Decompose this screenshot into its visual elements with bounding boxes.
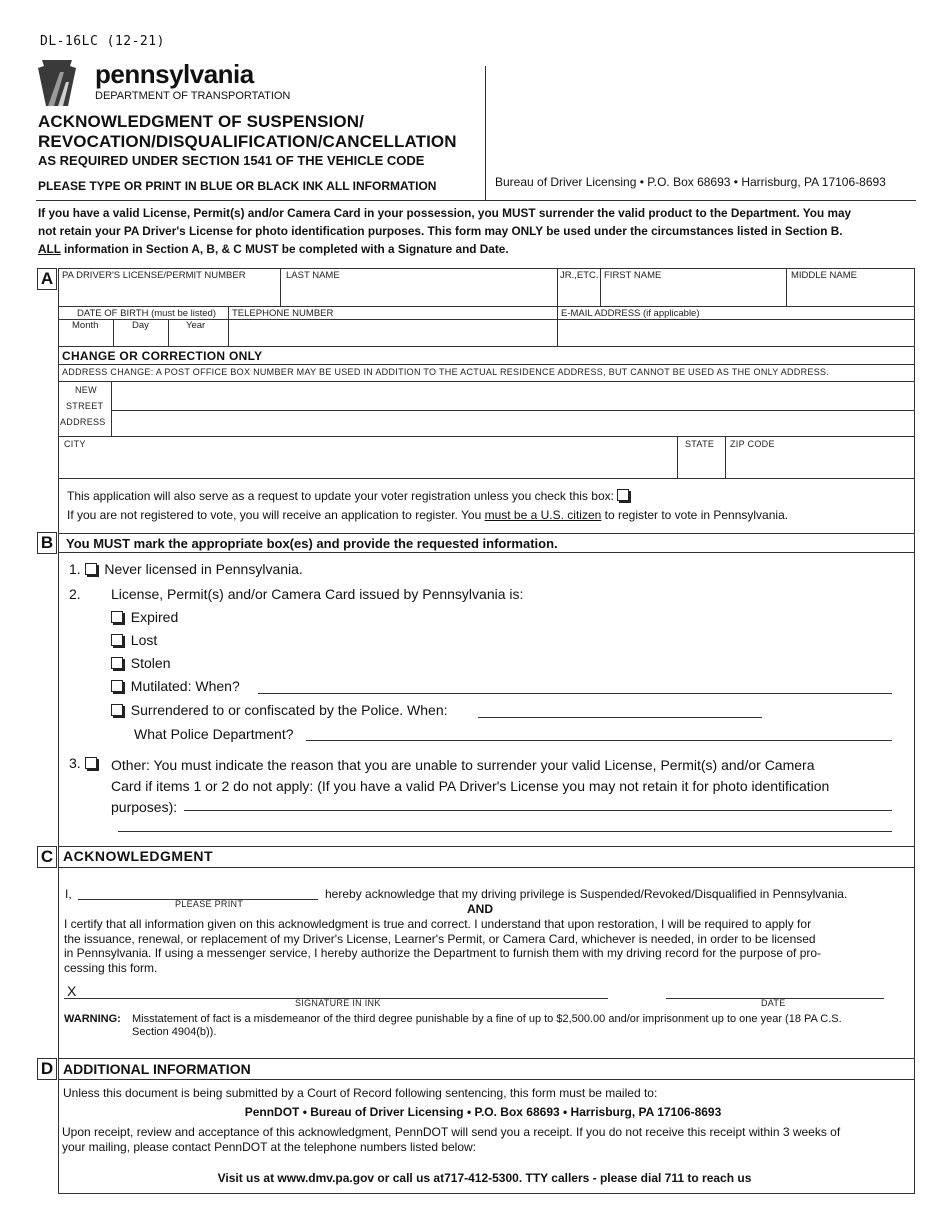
section-d-title: ADDITIONAL INFORMATION (63, 1061, 251, 1077)
acknowledge-text: hereby acknowledge that my driving privilege is Suspended/Revoked/Disqualified in Pennsylvania. (325, 887, 848, 901)
item-3-number: 3. (69, 755, 81, 771)
expired-label: Expired (130, 609, 179, 625)
certify-line-1: I certify that all information given on this acknowledgment is true and correct. I understand that upon restoration, I will be required to apply for (64, 917, 812, 931)
item-1-number: 1. (69, 561, 81, 577)
intro-line-3 (38, 240, 918, 258)
title-line-2: REVOCATION/DISQUALIFICATION/CANCELLATION (38, 132, 457, 151)
receipt-line-1: Upon receipt, review and acceptance of this acknowledgment, PennDOT will send you a receipt. If you do not receive this receipt within 3 weeks of (62, 1125, 841, 1139)
item-3-text (111, 755, 829, 818)
address-label: ADDRESS (60, 417, 106, 427)
mutilated-checkbox[interactable] (111, 680, 123, 692)
item-1 (69, 561, 303, 577)
divider (58, 1058, 915, 1059)
title-line-1: ACKNOWLEDGMENT OF SUSPENSION/ (38, 112, 364, 131)
receipt-line-2: your mailing, please contact PennDOT at the telephone numbers listed below: (62, 1140, 477, 1154)
state-input[interactable] (680, 452, 723, 476)
surrendered-label: Surrendered to or confiscated by the Police. When: (130, 702, 448, 718)
lost-label: Lost (130, 632, 158, 648)
surrendered-when-input[interactable] (478, 717, 762, 718)
option-mutilated (111, 678, 240, 694)
jr-etc-input[interactable] (560, 284, 598, 304)
pennsylvania-keystone-logo-icon (38, 58, 76, 108)
first-name-input[interactable] (604, 284, 784, 304)
stolen-label: Stolen (130, 655, 171, 671)
item-1-text: Never licensed in Pennsylvania. (104, 561, 303, 577)
intro-line-1: If you have a valid License, Permit(s) and/or Camera Card in your possession, you MUST surrender the valid product to the Department. You may (38, 206, 852, 220)
divider (111, 381, 112, 436)
state-label: STATE (685, 439, 715, 449)
item-2-number: 2. (69, 586, 81, 602)
certify-line-2: the issuance, renewal, or replacement of my Driver's License, Learner's Permit, or Camera Card, whichever is needed, in order to be licensed (64, 931, 816, 946)
divider (58, 846, 915, 847)
license-number-input[interactable] (62, 284, 278, 304)
intro-line-2: not retain your PA Driver's License for photo identification purposes. This form may ONLY be used under the circumstances listed in Section B. (38, 224, 843, 238)
form-code: DL-16LC (12-21) (40, 34, 165, 49)
certify-line-4: cessing this form. (64, 960, 158, 975)
item-2-text: License, Permit(s) and/or Camera Card issued by Pennsylvania is: (111, 586, 524, 602)
other-reason-input-1[interactable] (184, 810, 892, 811)
logo-name: pennsylvania (95, 59, 254, 89)
item-3-lead (69, 755, 97, 771)
form-title (38, 112, 457, 152)
other-checkbox[interactable] (85, 757, 97, 769)
divider (557, 268, 558, 346)
last-name-input[interactable] (284, 284, 554, 304)
mail-instruction: Unless this document is being submitted by a Court of Record following sentencing, this form must be mailed to: (63, 1086, 658, 1100)
section-c-letter: C (37, 846, 57, 868)
mail-address: PennDOT • Bureau of Driver Licensing • P.O. Box 68693 • Harrisburg, PA 17106-8693 (244, 1105, 722, 1119)
signature-label: SIGNATURE IN INK (295, 998, 381, 1008)
option-expired (111, 609, 178, 625)
dob-month-input[interactable] (60, 332, 112, 345)
jr-etc-label: JR.,ETC. (560, 270, 599, 281)
divider (228, 306, 229, 346)
lost-checkbox[interactable] (111, 634, 123, 646)
logo-department: DEPARTMENT OF TRANSPORTATION (95, 90, 291, 102)
divider (168, 319, 169, 346)
divider (58, 478, 915, 479)
divider (58, 436, 915, 437)
divider (58, 364, 915, 365)
item-3-line-3: purposes): (111, 799, 178, 815)
ink-instruction: PLEASE TYPE OR PRINT IN BLUE OR BLACK INK ALL INFORMATION (38, 179, 437, 193)
change-correction-title: CHANGE OR CORRECTION ONLY (62, 349, 263, 363)
citizen-requirement: must be a U.S. citizen (484, 508, 602, 522)
divider (786, 268, 787, 306)
divider (600, 268, 601, 306)
city-input[interactable] (62, 452, 674, 476)
divider (58, 381, 915, 382)
item-3-line-1: Other: You must indicate the reason that you are unable to surrender your valid License, Permit(s) and/or Camera (111, 757, 815, 773)
option-stolen (111, 655, 170, 671)
divider (58, 1079, 915, 1080)
license-number-label: PA DRIVER'S LICENSE/PERMIT NUMBER (62, 270, 246, 281)
warning-label: WARNING: (64, 1013, 121, 1025)
bureau-address: Bureau of Driver Licensing • P.O. Box 68693 • Harrisburg, PA 17106-8693 (495, 175, 886, 189)
expired-checkbox[interactable] (111, 611, 123, 623)
contact-info: Visit us at www.dmv.pa.gov or call us at717-412-5300. TTY callers - please dial 711 to reach us (217, 1171, 752, 1185)
middle-name-label: MIDDLE NAME (791, 270, 857, 281)
item-3-line-2: Card if items 1 or 2 do not apply: (If you have a valid PA Driver's License you may not retain it for photo identification (111, 778, 830, 794)
divider (228, 319, 915, 320)
zip-code-label: ZIP CODE (730, 439, 775, 449)
middle-name-input[interactable] (790, 284, 912, 304)
month-label: Month (72, 320, 99, 331)
voter-registration-text (67, 489, 629, 503)
voter-line-1: This application will also serve as a request to update your voter registration unless you check this box: (67, 489, 614, 503)
new-label: NEW (75, 385, 97, 395)
signature-x-mark: X (67, 983, 77, 999)
divider (677, 436, 678, 478)
section-a-letter: A (37, 268, 57, 290)
street-address-line-1-input[interactable] (114, 383, 912, 408)
street-address-line-2-input[interactable] (114, 412, 912, 435)
email-input[interactable] (559, 321, 913, 345)
receipt-text (62, 1125, 910, 1155)
voter-registration-note (67, 508, 788, 522)
divider (725, 436, 726, 478)
street-label: STREET (66, 401, 104, 411)
police-department-input[interactable] (306, 740, 892, 741)
city-label: CITY (64, 439, 86, 449)
header-rule (36, 200, 916, 201)
voter-line-2a: If you are not registered to vote, you will receive an application to register. You (67, 508, 485, 522)
first-name-label: FIRST NAME (604, 270, 662, 281)
certify-line-3: in Pennsylvania. If using a messenger service, I hereby authorize the Department to furnish them with my driving record for the purpose of pro- (64, 946, 822, 960)
divider (58, 533, 915, 534)
warning-line-2: Section 4904(b)). (132, 1026, 217, 1038)
dob-label: DATE OF BIRTH (must be listed) (77, 308, 217, 319)
dob-year-input[interactable] (170, 332, 226, 345)
and-text: AND (467, 902, 493, 916)
intro-line-3-rest: information in Section A, B, & C MUST be completed with a Signature and Date. (60, 242, 509, 256)
day-label: Day (132, 320, 149, 331)
divider (58, 306, 915, 307)
surrendered-checkbox[interactable] (111, 704, 123, 716)
section-b-title: You MUST mark the appropriate box(es) and provide the requested information. (66, 536, 558, 551)
warning-text (132, 1013, 912, 1039)
zip-code-input[interactable] (728, 452, 912, 476)
option-surrendered (111, 702, 448, 718)
option-lost (111, 632, 157, 648)
i-text: I, (65, 887, 72, 901)
never-licensed-checkbox[interactable] (85, 563, 97, 575)
divider (58, 346, 915, 347)
mutilated-label: Mutilated: When? (130, 678, 240, 694)
divider (58, 867, 915, 868)
date-label: DATE (761, 998, 786, 1008)
police-department-label: What Police Department? (134, 726, 294, 742)
divider (113, 319, 114, 346)
form-subtitle: AS REQUIRED UNDER SECTION 1541 OF THE VEHICLE CODE (38, 153, 425, 168)
intro-instructions (38, 204, 918, 258)
voter-opt-out-checkbox[interactable] (617, 489, 629, 501)
mutilated-when-input[interactable] (258, 693, 892, 694)
please-print-label: PLEASE PRINT (175, 899, 244, 909)
address-change-note: ADDRESS CHANGE: A POST OFFICE BOX NUMBER MAY BE USED IN ADDITION TO THE ACTUAL RESIDENCE ADDRESS, BUT CANNOT BE USED AS THE ONLY ADDRESS. (62, 367, 830, 377)
other-reason-input-2[interactable] (118, 831, 892, 832)
section-d-letter: D (37, 1058, 57, 1080)
section-b-letter: B (37, 532, 57, 554)
divider (58, 552, 915, 553)
email-label: E-MAIL ADDRESS (if applicable) (561, 308, 700, 319)
divider (280, 268, 281, 306)
stolen-checkbox[interactable] (111, 657, 123, 669)
year-label: Year (186, 320, 206, 331)
intro-all: ALL (38, 242, 61, 256)
divider (111, 410, 915, 411)
certification-text (64, 917, 910, 975)
section-c-title: ACKNOWLEDGMENT (63, 848, 214, 864)
dob-day-input[interactable] (115, 332, 167, 345)
warning-line-1: Misstatement of fact is a misdemeanor of the third degree punishable by a fine of up to $2,500.00 and/or imprisonment up to one year (18 PA C.S. (132, 1013, 842, 1025)
voter-line-2b: to register to vote in Pennsylvania. (601, 508, 789, 522)
telephone-input[interactable] (230, 321, 555, 345)
last-name-label: LAST NAME (286, 270, 340, 281)
header-divider (485, 66, 486, 200)
telephone-label: TELEPHONE NUMBER (232, 308, 334, 319)
